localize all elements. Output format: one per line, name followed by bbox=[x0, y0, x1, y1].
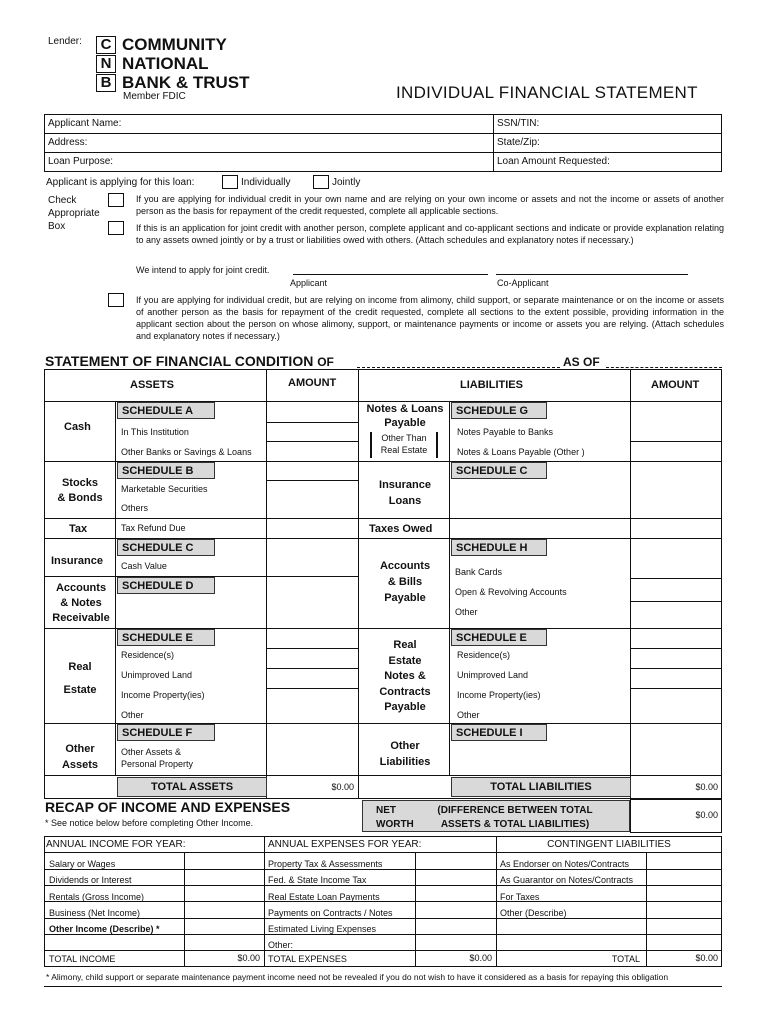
coapplicant-signature-line[interactable] bbox=[496, 274, 688, 275]
joint-credit-text: If this is an application for joint credit with another person, complete applicant and co-applicant sections and indicate or provide explanation relating to any assets owned jointly or by a trust or liabilities owed with others. (Attach schedules and explanatory notes if necessary.) bbox=[136, 223, 724, 245]
total-liabilities-label: TOTAL LIABILITIES bbox=[490, 781, 592, 793]
applicant-sig-label: Applicant bbox=[290, 278, 328, 288]
income-row-label: Salary or Wages bbox=[49, 859, 116, 869]
assets-header: ASSETS bbox=[130, 379, 175, 391]
income-rows bbox=[49, 856, 160, 937]
others-label: Others bbox=[121, 503, 149, 513]
address-label: Address: bbox=[48, 137, 88, 148]
joint-credit-checkbox[interactable] bbox=[108, 221, 124, 235]
income-row-label: Other Income (Describe) * bbox=[49, 924, 160, 935]
recap-notice: * See notice below before completing Other Income. bbox=[45, 818, 254, 828]
schedule-b-tab: SCHEDULE B bbox=[117, 462, 215, 479]
individually-checkbox[interactable] bbox=[222, 175, 238, 189]
tax-refund-label: Tax Refund Due bbox=[121, 523, 186, 533]
joint-intent-label: We intend to apply for joint credit. bbox=[136, 265, 270, 275]
contingent-row-label: For Taxes bbox=[500, 891, 540, 902]
income-header: ANNUAL INCOME FOR YEAR: bbox=[46, 839, 186, 850]
check-box-label: Check Appropriate Box bbox=[48, 195, 100, 232]
applicant-signature-line[interactable] bbox=[293, 274, 488, 275]
as-of-label: AS OF bbox=[563, 355, 600, 369]
taxes-owed-label: Taxes Owed bbox=[369, 523, 433, 535]
contingent-header: CONTINGENT LIABILITIES bbox=[547, 839, 671, 850]
income-row-label: Business (Net Income) bbox=[49, 907, 141, 918]
cash-value-label: Cash Value bbox=[121, 561, 167, 571]
schedule-d-tab: SCHEDULE D bbox=[117, 577, 215, 594]
expense-row-label: Fed. & State Income Tax bbox=[268, 875, 367, 886]
schedule-c-asset-tab: SCHEDULE C bbox=[117, 539, 215, 556]
notes-other-label: Notes & Loans Payable (Other ) bbox=[457, 447, 585, 457]
bank-cards-label: Bank Cards bbox=[455, 567, 503, 577]
applicant-name-label: Applicant Name: bbox=[48, 118, 122, 129]
income-property-liab-label: Income Property(ies) bbox=[457, 690, 541, 700]
net-worth-label: NET WORTH bbox=[376, 805, 414, 830]
schedule-g-tab: SCHEDULE G bbox=[451, 402, 547, 419]
loan-amount-label: Loan Amount Requested: bbox=[497, 156, 610, 167]
contingent-row-label: As Endorser on Notes/Contracts bbox=[500, 859, 630, 869]
individual-credit-text: If you are applying for individual credit in your own name and are relying on your own income or assets and not the income or assets of another person as the basis for repayment of the credit requested, complete all applicable sections. bbox=[136, 194, 724, 216]
form-title: INDIVIDUAL FINANCIAL STATEMENT bbox=[396, 83, 698, 102]
income-row-label: Rentals (Gross Income) bbox=[49, 891, 145, 902]
expense-row-label: Payments on Contracts / Notes bbox=[268, 907, 393, 918]
schedule-f-tab: SCHEDULE F bbox=[117, 724, 215, 741]
expense-row-label: Real Estate Loan Payments bbox=[268, 891, 380, 902]
of-name-line[interactable] bbox=[357, 367, 560, 368]
bank-logo: C N B bbox=[96, 36, 116, 92]
in-institution-label: In This Institution bbox=[121, 427, 189, 437]
income-property-label: Income Property(ies) bbox=[121, 690, 205, 700]
residences-liab-label: Residence(s) bbox=[457, 650, 511, 660]
ssn-label: SSN/TIN: bbox=[497, 118, 540, 129]
stocks-bonds-label: Stocks & Bonds bbox=[57, 477, 103, 504]
unimproved-label: Unimproved Land bbox=[121, 670, 193, 680]
expenses-header: ANNUAL EXPENSES FOR YEAR: bbox=[268, 839, 422, 850]
assets-amount-header: AMOUNT bbox=[288, 377, 337, 389]
other-assets-personal-label: Other Assets & Personal Property bbox=[121, 747, 194, 769]
bank-name: COMMUNITY NATIONAL BANK & TRUST bbox=[122, 35, 250, 92]
insurance-label: Insurance bbox=[51, 555, 103, 567]
notes-to-banks-label: Notes Payable to Banks bbox=[457, 427, 554, 437]
as-of-date-line[interactable] bbox=[606, 367, 722, 368]
member-fdic: Member FDIC bbox=[123, 91, 186, 102]
accounts-bills-payable-label: Accounts & Bills Payable bbox=[379, 560, 431, 604]
net-worth-description: (DIFFERENCE BETWEEN TOTAL ASSETS & TOTAL LIABILITIES) bbox=[437, 805, 593, 830]
accounts-notes-receivable-label: Accounts & Notes Receivable bbox=[52, 582, 110, 624]
tax-label: Tax bbox=[69, 523, 88, 535]
notes-loans-payable-label: Notes & Loans Payable bbox=[366, 403, 444, 429]
relying-income-text: If you are applying for individual credit, but are relying on income from alimony, child support, or separate maintenance or on the income or assets of another person as the basis for repayment of the credit requested, complete all sections to the extent possible, providing information in the applicant section about the person on whose alimony, support, or maintenance payments or income or assets you are relying. (Attach schedules and explanatory notes if necessary.) bbox=[136, 295, 724, 341]
jointly-label: Jointly bbox=[332, 177, 361, 188]
total-liabilities-cell bbox=[451, 777, 631, 797]
other-banks-label: Other Banks or Savings & Loans bbox=[121, 447, 252, 457]
schedule-a-tab: SCHEDULE A bbox=[117, 402, 215, 419]
alimony-footnote: * Alimony, child support or separate maintenance payment income need not be revealed if you do not wish to have it considered as a basis for repaying this obligation bbox=[46, 972, 669, 982]
open-revolving-label: Open & Revolving Accounts bbox=[455, 587, 567, 597]
jointly-checkbox[interactable] bbox=[313, 175, 329, 189]
liabilities-amount-header: AMOUNT bbox=[651, 379, 700, 391]
individual-credit-checkbox[interactable] bbox=[108, 193, 124, 207]
other-than-re-bracket: Other Than Real Estate bbox=[370, 432, 438, 458]
other-assets-label: Other Assets bbox=[61, 743, 99, 771]
state-zip-label: State/Zip: bbox=[497, 137, 540, 148]
contingent-rows bbox=[500, 856, 633, 921]
contingent-row-label: Other (Describe) bbox=[500, 907, 567, 918]
expense-row-label: Estimated Living Expenses bbox=[268, 924, 377, 935]
other-liabilities-label: Other Liabilities bbox=[379, 740, 431, 768]
other-re-label: Other bbox=[121, 710, 144, 720]
net-worth-value[interactable]: $0.00 bbox=[695, 810, 718, 820]
real-estate-label: Real Estate bbox=[63, 661, 97, 696]
relying-income-checkbox[interactable] bbox=[108, 293, 124, 307]
residences-label: Residence(s) bbox=[121, 650, 175, 660]
schedule-e-asset-tab: SCHEDULE E bbox=[117, 629, 215, 646]
total-income-label: TOTAL INCOME bbox=[49, 954, 116, 964]
total-income-value[interactable]: $0.00 bbox=[237, 953, 260, 963]
expense-row-label: Other: bbox=[268, 940, 294, 951]
coapplicant-sig-label: Co-Applicant bbox=[497, 278, 549, 288]
other-accounts-label: Other bbox=[455, 607, 478, 617]
recap-heading: RECAP OF INCOME AND EXPENSES bbox=[45, 799, 291, 815]
liabilities-header: LIABILITIES bbox=[460, 379, 523, 391]
loan-purpose-label: Loan Purpose: bbox=[48, 156, 114, 167]
other-re-liab-label: Other bbox=[457, 710, 480, 720]
marketable-label: Marketable Securities bbox=[121, 484, 208, 494]
individually-label: Individually bbox=[241, 177, 291, 188]
schedule-i-tab: SCHEDULE I bbox=[451, 724, 547, 741]
schedule-e-liab-tab: SCHEDULE E bbox=[451, 629, 547, 646]
income-row-label: Dividends or Interest bbox=[49, 875, 132, 886]
contingent-total-label: TOTAL bbox=[611, 954, 640, 964]
total-liabilities-value[interactable]: $0.00 bbox=[695, 782, 718, 792]
lender-label: Lender: bbox=[48, 36, 82, 47]
total-assets-value[interactable]: $0.00 bbox=[331, 782, 354, 792]
total-expenses-label: TOTAL EXPENSES bbox=[268, 954, 347, 964]
schedule-c-liab-tab: SCHEDULE C bbox=[451, 462, 547, 479]
re-notes-contracts-label: Real Estate Notes & Contracts Payable bbox=[379, 639, 431, 713]
statement-heading: STATEMENT OF FINANCIAL CONDITION OF bbox=[45, 353, 334, 369]
expense-rows bbox=[268, 856, 393, 954]
total-assets-cell bbox=[117, 777, 267, 797]
total-expenses-value[interactable]: $0.00 bbox=[469, 953, 492, 963]
expense-row-label: Property Tax & Assessments bbox=[268, 859, 383, 869]
schedule-h-tab: SCHEDULE H bbox=[451, 539, 547, 556]
unimproved-liab-label: Unimproved Land bbox=[457, 670, 529, 680]
contingent-row-label: As Guarantor on Notes/Contracts bbox=[500, 875, 634, 886]
contingent-total-value[interactable]: $0.00 bbox=[695, 953, 718, 963]
cash-label: Cash bbox=[64, 421, 91, 433]
applying-label: Applicant is applying for this loan: bbox=[46, 177, 195, 188]
insurance-loans-label: Insurance Loans bbox=[379, 479, 431, 507]
total-assets-label: TOTAL ASSETS bbox=[150, 781, 234, 793]
